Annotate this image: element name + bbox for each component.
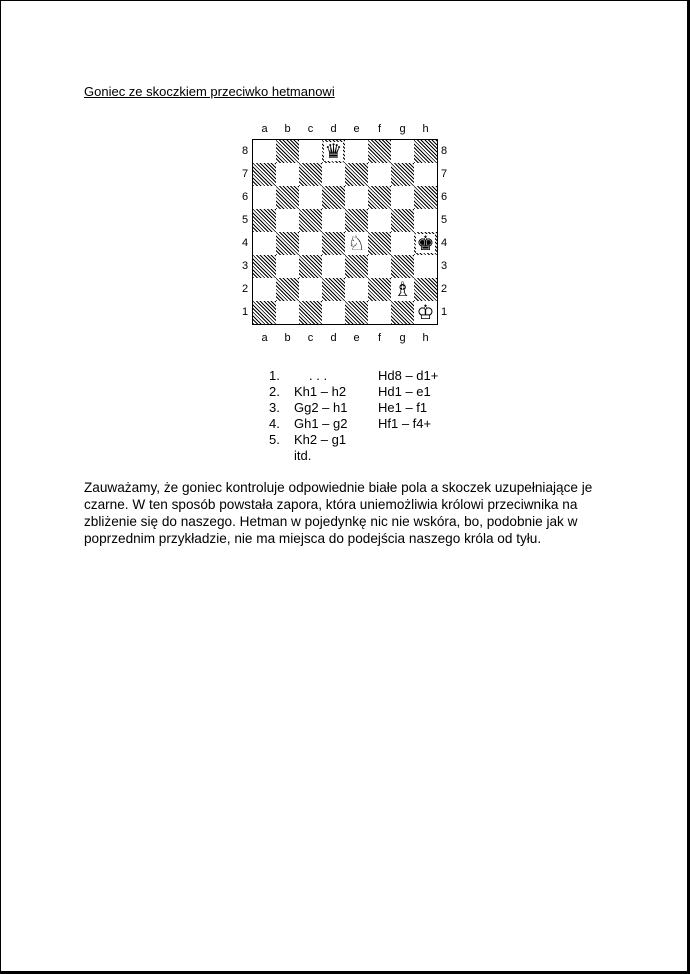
square-b5 bbox=[276, 209, 299, 232]
board-ranks-left bbox=[239, 140, 251, 324]
piece-glyph: ♛ bbox=[324, 139, 343, 163]
square-h3 bbox=[414, 255, 437, 278]
white-move: Kh1 – h2 bbox=[294, 384, 347, 399]
board-files-top bbox=[253, 123, 437, 135]
rank-label: 7 bbox=[241, 168, 249, 180]
square-b6 bbox=[276, 186, 299, 209]
square-h8 bbox=[414, 140, 437, 163]
square-a5 bbox=[253, 209, 276, 232]
square-h5 bbox=[414, 209, 437, 232]
white-knight-icon bbox=[345, 232, 368, 255]
white-move: itd. bbox=[294, 448, 312, 463]
file-label: e bbox=[353, 332, 360, 344]
move-row bbox=[269, 448, 458, 464]
square-d1 bbox=[322, 301, 345, 324]
square-d2 bbox=[322, 278, 345, 301]
square-g8 bbox=[391, 140, 414, 163]
square-g7 bbox=[391, 163, 414, 186]
square-g4 bbox=[391, 232, 414, 255]
square-f5 bbox=[368, 209, 391, 232]
black-move: Hf1 – f4+ bbox=[378, 416, 432, 431]
square-e6 bbox=[345, 186, 368, 209]
move-row bbox=[269, 368, 458, 384]
square-b7 bbox=[276, 163, 299, 186]
square-b2 bbox=[276, 278, 299, 301]
page-title: Goniec ze skoczkiem przeciwko hetmanowi bbox=[84, 84, 335, 99]
black-move bbox=[378, 432, 458, 448]
rank-label: 7 bbox=[440, 168, 448, 180]
file-label: d bbox=[330, 123, 337, 135]
file-label: h bbox=[422, 332, 429, 344]
square-a3 bbox=[253, 255, 276, 278]
square-d3 bbox=[322, 255, 345, 278]
square-e2 bbox=[345, 278, 368, 301]
rank-label: 5 bbox=[241, 214, 249, 226]
square-c3 bbox=[299, 255, 322, 278]
file-label: a bbox=[261, 332, 268, 344]
square-f8 bbox=[368, 140, 391, 163]
rank-label: 6 bbox=[440, 191, 448, 203]
square-h6 bbox=[414, 186, 437, 209]
piece-glyph: ♚ bbox=[416, 231, 435, 255]
square-e3 bbox=[345, 255, 368, 278]
move-number: 2. bbox=[269, 384, 280, 399]
square-f7 bbox=[368, 163, 391, 186]
square-h7 bbox=[414, 163, 437, 186]
file-label: d bbox=[330, 332, 337, 344]
file-label: a bbox=[261, 123, 268, 135]
file-label: h bbox=[422, 123, 429, 135]
square-h1 bbox=[414, 301, 437, 324]
black-king-icon bbox=[414, 232, 437, 255]
square-c8 bbox=[299, 140, 322, 163]
square-h2 bbox=[414, 278, 437, 301]
square-a4 bbox=[253, 232, 276, 255]
square-c1 bbox=[299, 301, 322, 324]
file-label: e bbox=[353, 123, 360, 135]
rank-label: 1 bbox=[440, 306, 448, 318]
black-move: Hd1 – e1 bbox=[378, 384, 431, 399]
white-king-icon bbox=[414, 301, 437, 324]
square-g6 bbox=[391, 186, 414, 209]
file-label: f bbox=[377, 123, 382, 135]
square-c6 bbox=[299, 186, 322, 209]
file-label: c bbox=[307, 123, 314, 135]
move-number: 5. bbox=[269, 432, 280, 447]
rank-label: 8 bbox=[241, 145, 249, 157]
square-f3 bbox=[368, 255, 391, 278]
board-files-bottom bbox=[253, 332, 437, 344]
square-e1 bbox=[345, 301, 368, 324]
rank-label: 2 bbox=[241, 283, 249, 295]
rank-label: 1 bbox=[241, 306, 249, 318]
move-row bbox=[269, 400, 458, 416]
square-d7 bbox=[322, 163, 345, 186]
square-a2 bbox=[253, 278, 276, 301]
square-c2 bbox=[299, 278, 322, 301]
square-d5 bbox=[322, 209, 345, 232]
move-row bbox=[269, 384, 458, 400]
rank-label: 4 bbox=[440, 237, 448, 249]
square-c4 bbox=[299, 232, 322, 255]
black-move bbox=[378, 448, 458, 464]
square-a6 bbox=[253, 186, 276, 209]
square-g5 bbox=[391, 209, 414, 232]
black-move: Hd8 – d1+ bbox=[378, 368, 439, 383]
rank-label: 5 bbox=[440, 214, 448, 226]
white-move: Gh1 – g2 bbox=[294, 416, 348, 431]
square-b1 bbox=[276, 301, 299, 324]
square-f2 bbox=[368, 278, 391, 301]
square-c7 bbox=[299, 163, 322, 186]
white-move: . . . bbox=[309, 368, 328, 383]
square-e8 bbox=[345, 140, 368, 163]
file-label: b bbox=[284, 332, 291, 344]
square-d4 bbox=[322, 232, 345, 255]
rank-label: 4 bbox=[241, 237, 249, 249]
piece-glyph: ♘ bbox=[347, 231, 366, 255]
board-ranks-right bbox=[438, 140, 450, 324]
square-f1 bbox=[368, 301, 391, 324]
chess-board bbox=[252, 139, 438, 325]
rank-label: 6 bbox=[241, 191, 249, 203]
square-b8 bbox=[276, 140, 299, 163]
square-d8 bbox=[322, 140, 345, 163]
move-row bbox=[269, 432, 458, 448]
rank-label: 2 bbox=[440, 283, 448, 295]
square-e5 bbox=[345, 209, 368, 232]
commentary-paragraph: Zauważamy, że goniec kontroluje odpowiednie białe pola a skoczek uzupełniające je czarne. W ten sposób powstała zapora, która uniemożliwia królowi przeciwnika na zbliżenie się do naszego. Hetman w pojedynkę nic nie wskóra, bo, podobnie jak w poprzednim przykładzie, nie ma miejsca do podejścia naszego króla od tyłu. bbox=[84, 480, 593, 546]
move-number bbox=[269, 448, 291, 464]
white-move: Gg2 – h1 bbox=[294, 400, 348, 415]
square-a7 bbox=[253, 163, 276, 186]
move-row bbox=[269, 416, 458, 432]
file-label: f bbox=[377, 332, 382, 344]
square-a8 bbox=[253, 140, 276, 163]
square-d6 bbox=[322, 186, 345, 209]
file-label: g bbox=[399, 332, 406, 344]
square-c5 bbox=[299, 209, 322, 232]
square-g3 bbox=[391, 255, 414, 278]
piece-glyph: ♗ bbox=[393, 277, 412, 301]
square-g2 bbox=[391, 278, 414, 301]
file-label: c bbox=[307, 332, 314, 344]
move-number: 4. bbox=[269, 416, 280, 431]
move-number: 3. bbox=[269, 400, 280, 415]
file-label: b bbox=[284, 123, 291, 135]
rank-label: 3 bbox=[440, 260, 448, 272]
square-b4 bbox=[276, 232, 299, 255]
square-e4 bbox=[345, 232, 368, 255]
square-g1 bbox=[391, 301, 414, 324]
move-number: 1. bbox=[269, 368, 280, 383]
black-queen-icon bbox=[322, 140, 345, 163]
rank-label: 3 bbox=[241, 260, 249, 272]
square-h4 bbox=[414, 232, 437, 255]
square-a1 bbox=[253, 301, 276, 324]
square-e7 bbox=[345, 163, 368, 186]
square-f6 bbox=[368, 186, 391, 209]
white-move: Kh2 – g1 bbox=[294, 432, 347, 447]
piece-glyph: ♔ bbox=[416, 300, 435, 324]
square-f4 bbox=[368, 232, 391, 255]
rank-label: 8 bbox=[440, 145, 448, 157]
square-b3 bbox=[276, 255, 299, 278]
move-list bbox=[269, 368, 458, 464]
file-label: g bbox=[399, 123, 406, 135]
white-bishop-icon bbox=[391, 278, 414, 301]
black-move: He1 – f1 bbox=[378, 400, 428, 415]
